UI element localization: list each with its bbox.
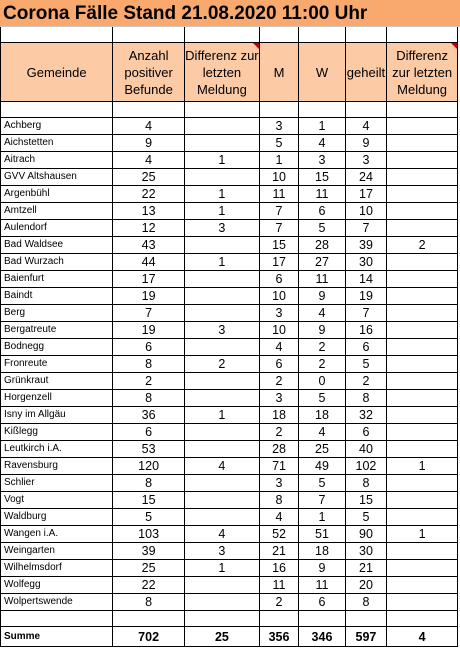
cell-m: 17 bbox=[259, 254, 298, 271]
table-row bbox=[1, 118, 458, 135]
table-row bbox=[1, 594, 458, 611]
cell-differenz bbox=[185, 288, 260, 305]
cell-anzahl: 12 bbox=[113, 220, 185, 237]
cell-geheilt: 40 bbox=[345, 441, 386, 458]
cell-m: 10 bbox=[259, 169, 298, 186]
cell-differenz-geheilt bbox=[387, 390, 458, 407]
cell-w: 3 bbox=[299, 152, 346, 169]
cell-differenz-geheilt bbox=[387, 169, 458, 186]
cell-w: 346 bbox=[299, 627, 346, 647]
cell-m: 4 bbox=[259, 339, 298, 356]
cell-w: 7 bbox=[299, 492, 346, 509]
cell-differenz-geheilt bbox=[387, 424, 458, 441]
cell-m: 7 bbox=[259, 220, 298, 237]
header-w: W bbox=[299, 43, 346, 102]
cell-w: 4 bbox=[299, 135, 346, 152]
table-row bbox=[1, 220, 458, 237]
cell-anzahl: 6 bbox=[113, 424, 185, 441]
cell-differenz bbox=[185, 237, 260, 254]
cell-gemeinde: Waldburg bbox=[1, 509, 113, 526]
table-row bbox=[1, 356, 458, 373]
cell-differenz-geheilt bbox=[387, 594, 458, 611]
cell-differenz bbox=[185, 441, 260, 458]
cell-geheilt: 5 bbox=[345, 356, 386, 373]
table-row bbox=[1, 254, 458, 271]
cell-m: 3 bbox=[259, 118, 298, 135]
cell-differenz-geheilt bbox=[387, 186, 458, 203]
cell-gemeinde: GVV Altshausen bbox=[1, 169, 113, 186]
table-row bbox=[1, 390, 458, 407]
cell-w: 28 bbox=[299, 237, 346, 254]
cell-differenz-geheilt bbox=[387, 339, 458, 356]
cell-differenz: 3 bbox=[185, 322, 260, 339]
cell-gemeinde: Ravensburg bbox=[1, 458, 113, 475]
table-row bbox=[1, 135, 458, 152]
cell-anzahl: 5 bbox=[113, 509, 185, 526]
cell-differenz-geheilt bbox=[387, 577, 458, 594]
cell-geheilt: 20 bbox=[345, 577, 386, 594]
cell-differenz: 1 bbox=[185, 560, 260, 577]
cell-w: 1 bbox=[299, 509, 346, 526]
cell-differenz bbox=[185, 577, 260, 594]
cell-w: 5 bbox=[299, 475, 346, 492]
cell-geheilt: 2 bbox=[345, 373, 386, 390]
table-row bbox=[1, 186, 458, 203]
cell-geheilt: 3 bbox=[345, 152, 386, 169]
table-row bbox=[1, 237, 458, 254]
comment-marker-icon bbox=[253, 43, 259, 49]
cell-geheilt: 30 bbox=[345, 543, 386, 560]
header-row bbox=[1, 43, 458, 102]
table-row bbox=[1, 322, 458, 339]
cell-geheilt: 24 bbox=[345, 169, 386, 186]
cell-m: 10 bbox=[259, 288, 298, 305]
sheet-title: Corona Fälle Stand 21.08.2020 11:00 Uhr bbox=[0, 0, 460, 27]
table-row bbox=[1, 373, 458, 390]
cell-w: 18 bbox=[299, 543, 346, 560]
cell-anzahl: 6 bbox=[113, 339, 185, 356]
cell-m: 10 bbox=[259, 322, 298, 339]
cell-differenz bbox=[185, 135, 260, 152]
cell-differenz-geheilt bbox=[387, 254, 458, 271]
cell-differenz bbox=[185, 390, 260, 407]
cell-w: 9 bbox=[299, 322, 346, 339]
cell-differenz: 25 bbox=[185, 627, 260, 647]
table-row bbox=[1, 458, 458, 475]
cell-m: 11 bbox=[259, 577, 298, 594]
cell-differenz-geheilt bbox=[387, 356, 458, 373]
cell-m: 2 bbox=[259, 594, 298, 611]
cell-differenz-geheilt bbox=[387, 509, 458, 526]
cell-differenz: 1 bbox=[185, 407, 260, 424]
cell-m: 8 bbox=[259, 492, 298, 509]
cell-m: 1 bbox=[259, 152, 298, 169]
table-row bbox=[1, 509, 458, 526]
cell-gemeinde: Bad Waldsee bbox=[1, 237, 113, 254]
cell-differenz: 3 bbox=[185, 543, 260, 560]
blank-row bbox=[1, 611, 458, 627]
cell-anzahl: 8 bbox=[113, 475, 185, 492]
cell-gemeinde: Grünkraut bbox=[1, 373, 113, 390]
cell-w: 18 bbox=[299, 407, 346, 424]
cell-geheilt: 7 bbox=[345, 305, 386, 322]
cell-m: 5 bbox=[259, 135, 298, 152]
cell-gemeinde: Aulendorf bbox=[1, 220, 113, 237]
cell-differenz-geheilt: 2 bbox=[387, 237, 458, 254]
cell-gemeinde: Isny im Allgäu bbox=[1, 407, 113, 424]
cell-m: 21 bbox=[259, 543, 298, 560]
cell-differenz-geheilt: 1 bbox=[387, 526, 458, 543]
cell-differenz-geheilt: 1 bbox=[387, 458, 458, 475]
cell-w: 11 bbox=[299, 271, 346, 288]
cell-geheilt: 17 bbox=[345, 186, 386, 203]
cell-differenz-geheilt bbox=[387, 492, 458, 509]
cell-differenz bbox=[185, 339, 260, 356]
cell-gemeinde: Weingarten bbox=[1, 543, 113, 560]
cell-m: 3 bbox=[259, 475, 298, 492]
cell-w: 9 bbox=[299, 288, 346, 305]
cell-differenz-geheilt bbox=[387, 152, 458, 169]
cell-anzahl: 4 bbox=[113, 118, 185, 135]
cell-w: 27 bbox=[299, 254, 346, 271]
cell-differenz bbox=[185, 424, 260, 441]
cell-gemeinde: Bergatreute bbox=[1, 322, 113, 339]
spacer-row bbox=[1, 27, 458, 43]
cell-differenz-geheilt bbox=[387, 543, 458, 560]
cell-geheilt: 6 bbox=[345, 424, 386, 441]
cases-table bbox=[0, 27, 458, 647]
cell-anzahl: 53 bbox=[113, 441, 185, 458]
cell-differenz-geheilt bbox=[387, 373, 458, 390]
table-row bbox=[1, 152, 458, 169]
cell-geheilt: 102 bbox=[345, 458, 386, 475]
cell-differenz: 1 bbox=[185, 254, 260, 271]
cell-differenz: 1 bbox=[185, 186, 260, 203]
cell-gemeinde: Horgenzell bbox=[1, 390, 113, 407]
cell-geheilt: 6 bbox=[345, 339, 386, 356]
cell-differenz bbox=[185, 475, 260, 492]
cell-anzahl: 39 bbox=[113, 543, 185, 560]
cell-differenz-geheilt: 4 bbox=[387, 627, 458, 647]
cell-differenz-geheilt bbox=[387, 441, 458, 458]
cell-differenz bbox=[185, 305, 260, 322]
header-anzahl: Anzahl positiver Befunde bbox=[113, 43, 185, 102]
cell-w: 4 bbox=[299, 305, 346, 322]
cell-anzahl: 120 bbox=[113, 458, 185, 475]
table-row bbox=[1, 543, 458, 560]
cell-anzahl: 17 bbox=[113, 271, 185, 288]
cell-w: 0 bbox=[299, 373, 346, 390]
table-row bbox=[1, 271, 458, 288]
cell-differenz bbox=[185, 169, 260, 186]
cell-gemeinde: Berg bbox=[1, 305, 113, 322]
cell-anzahl: 25 bbox=[113, 560, 185, 577]
cell-differenz: 4 bbox=[185, 458, 260, 475]
cell-gemeinde: Baindt bbox=[1, 288, 113, 305]
table-row bbox=[1, 305, 458, 322]
cell-geheilt: 21 bbox=[345, 560, 386, 577]
cell-m: 16 bbox=[259, 560, 298, 577]
cell-differenz: 2 bbox=[185, 356, 260, 373]
cell-gemeinde: Wolfegg bbox=[1, 577, 113, 594]
cell-geheilt: 39 bbox=[345, 237, 386, 254]
cell-gemeinde: Schlier bbox=[1, 475, 113, 492]
cell-gemeinde: Summe bbox=[1, 627, 113, 647]
cell-gemeinde: Fronreute bbox=[1, 356, 113, 373]
cell-gemeinde: Wangen i.A. bbox=[1, 526, 113, 543]
cell-geheilt: 4 bbox=[345, 118, 386, 135]
cell-w: 51 bbox=[299, 526, 346, 543]
cell-geheilt: 14 bbox=[345, 271, 386, 288]
cell-gemeinde: Bad Wurzach bbox=[1, 254, 113, 271]
cell-geheilt: 19 bbox=[345, 288, 386, 305]
cell-geheilt: 30 bbox=[345, 254, 386, 271]
blank-row bbox=[1, 102, 458, 118]
cell-geheilt: 597 bbox=[345, 627, 386, 647]
cell-w: 2 bbox=[299, 339, 346, 356]
cell-m: 2 bbox=[259, 424, 298, 441]
table-row bbox=[1, 169, 458, 186]
cell-gemeinde: Achberg bbox=[1, 118, 113, 135]
cell-geheilt: 7 bbox=[345, 220, 386, 237]
cell-m: 7 bbox=[259, 203, 298, 220]
cell-geheilt: 9 bbox=[345, 135, 386, 152]
cell-anzahl: 103 bbox=[113, 526, 185, 543]
cell-gemeinde: Kißlegg bbox=[1, 424, 113, 441]
header-differenz: Differenz zur letzten Meldung bbox=[185, 43, 260, 102]
cell-anzahl: 8 bbox=[113, 356, 185, 373]
cell-m: 6 bbox=[259, 356, 298, 373]
cell-gemeinde: Bodnegg bbox=[1, 339, 113, 356]
cell-geheilt: 16 bbox=[345, 322, 386, 339]
cell-w: 11 bbox=[299, 577, 346, 594]
cell-differenz-geheilt bbox=[387, 220, 458, 237]
cell-m: 2 bbox=[259, 373, 298, 390]
cell-differenz-geheilt bbox=[387, 203, 458, 220]
cell-differenz bbox=[185, 271, 260, 288]
cell-anzahl: 19 bbox=[113, 322, 185, 339]
cell-anzahl: 15 bbox=[113, 492, 185, 509]
table-row bbox=[1, 288, 458, 305]
cell-gemeinde: Leutkirch i.A. bbox=[1, 441, 113, 458]
table-row bbox=[1, 424, 458, 441]
cell-anzahl: 8 bbox=[113, 390, 185, 407]
cell-w: 15 bbox=[299, 169, 346, 186]
cell-differenz: 3 bbox=[185, 220, 260, 237]
cell-m: 18 bbox=[259, 407, 298, 424]
header-geheilt: geheilt bbox=[345, 43, 386, 102]
cell-differenz: 1 bbox=[185, 203, 260, 220]
table-row bbox=[1, 492, 458, 509]
cell-anzahl: 22 bbox=[113, 577, 185, 594]
cell-geheilt: 8 bbox=[345, 390, 386, 407]
cell-w: 5 bbox=[299, 220, 346, 237]
cell-w: 25 bbox=[299, 441, 346, 458]
cell-geheilt: 5 bbox=[345, 509, 386, 526]
cell-differenz: 1 bbox=[185, 152, 260, 169]
table-row bbox=[1, 526, 458, 543]
cell-m: 28 bbox=[259, 441, 298, 458]
cell-gemeinde: Aichstetten bbox=[1, 135, 113, 152]
cell-m: 15 bbox=[259, 237, 298, 254]
cell-w: 4 bbox=[299, 424, 346, 441]
cell-differenz-geheilt bbox=[387, 305, 458, 322]
cell-anzahl: 7 bbox=[113, 305, 185, 322]
cell-differenz bbox=[185, 594, 260, 611]
cell-geheilt: 8 bbox=[345, 594, 386, 611]
cell-w: 1 bbox=[299, 118, 346, 135]
cell-differenz-geheilt bbox=[387, 135, 458, 152]
cell-w: 5 bbox=[299, 390, 346, 407]
cell-differenz-geheilt bbox=[387, 560, 458, 577]
cell-anzahl: 8 bbox=[113, 594, 185, 611]
cell-gemeinde: Amtzell bbox=[1, 203, 113, 220]
cell-m: 356 bbox=[259, 627, 298, 647]
cell-gemeinde: Wilhelmsdorf bbox=[1, 560, 113, 577]
cell-differenz: 4 bbox=[185, 526, 260, 543]
cell-w: 6 bbox=[299, 203, 346, 220]
cell-anzahl: 9 bbox=[113, 135, 185, 152]
header-gemeinde: Gemeinde bbox=[1, 43, 113, 102]
cell-differenz bbox=[185, 373, 260, 390]
cell-anzahl: 2 bbox=[113, 373, 185, 390]
cell-gemeinde: Vogt bbox=[1, 492, 113, 509]
cell-anzahl: 13 bbox=[113, 203, 185, 220]
cell-geheilt: 32 bbox=[345, 407, 386, 424]
cell-differenz bbox=[185, 118, 260, 135]
cell-geheilt: 8 bbox=[345, 475, 386, 492]
cell-anzahl: 19 bbox=[113, 288, 185, 305]
cell-anzahl: 36 bbox=[113, 407, 185, 424]
cell-anzahl: 44 bbox=[113, 254, 185, 271]
cell-geheilt: 10 bbox=[345, 203, 386, 220]
cell-w: 49 bbox=[299, 458, 346, 475]
cell-m: 52 bbox=[259, 526, 298, 543]
cell-w: 9 bbox=[299, 560, 346, 577]
cell-anzahl: 25 bbox=[113, 169, 185, 186]
table-row bbox=[1, 441, 458, 458]
cell-differenz-geheilt bbox=[387, 118, 458, 135]
cell-differenz-geheilt bbox=[387, 322, 458, 339]
comment-marker-icon bbox=[451, 43, 457, 49]
cell-w: 6 bbox=[299, 594, 346, 611]
total-row bbox=[1, 627, 458, 647]
cell-anzahl: 22 bbox=[113, 186, 185, 203]
header-m: M bbox=[259, 43, 298, 102]
table-row bbox=[1, 339, 458, 356]
cell-gemeinde: Aitrach bbox=[1, 152, 113, 169]
cell-m: 3 bbox=[259, 390, 298, 407]
cell-m: 3 bbox=[259, 305, 298, 322]
cell-geheilt: 15 bbox=[345, 492, 386, 509]
cell-m: 6 bbox=[259, 271, 298, 288]
cell-m: 4 bbox=[259, 509, 298, 526]
table-row bbox=[1, 577, 458, 594]
cell-w: 2 bbox=[299, 356, 346, 373]
table-row bbox=[1, 407, 458, 424]
cell-gemeinde: Baienfurt bbox=[1, 271, 113, 288]
cell-geheilt: 90 bbox=[345, 526, 386, 543]
cell-w: 11 bbox=[299, 186, 346, 203]
cell-differenz bbox=[185, 509, 260, 526]
cell-gemeinde: Argenbühl bbox=[1, 186, 113, 203]
cell-anzahl: 4 bbox=[113, 152, 185, 169]
cell-anzahl: 43 bbox=[113, 237, 185, 254]
cell-m: 11 bbox=[259, 186, 298, 203]
table-row bbox=[1, 475, 458, 492]
table-row bbox=[1, 203, 458, 220]
cell-differenz-geheilt bbox=[387, 407, 458, 424]
cell-m: 71 bbox=[259, 458, 298, 475]
cell-differenz-geheilt bbox=[387, 475, 458, 492]
header-differenz-geheilt: Differenz zur letzten Meldung bbox=[387, 43, 458, 102]
cell-gemeinde: Wolpertswende bbox=[1, 594, 113, 611]
cell-differenz bbox=[185, 492, 260, 509]
cell-anzahl: 702 bbox=[113, 627, 185, 647]
cell-differenz-geheilt bbox=[387, 271, 458, 288]
table-row bbox=[1, 560, 458, 577]
cell-differenz-geheilt bbox=[387, 288, 458, 305]
